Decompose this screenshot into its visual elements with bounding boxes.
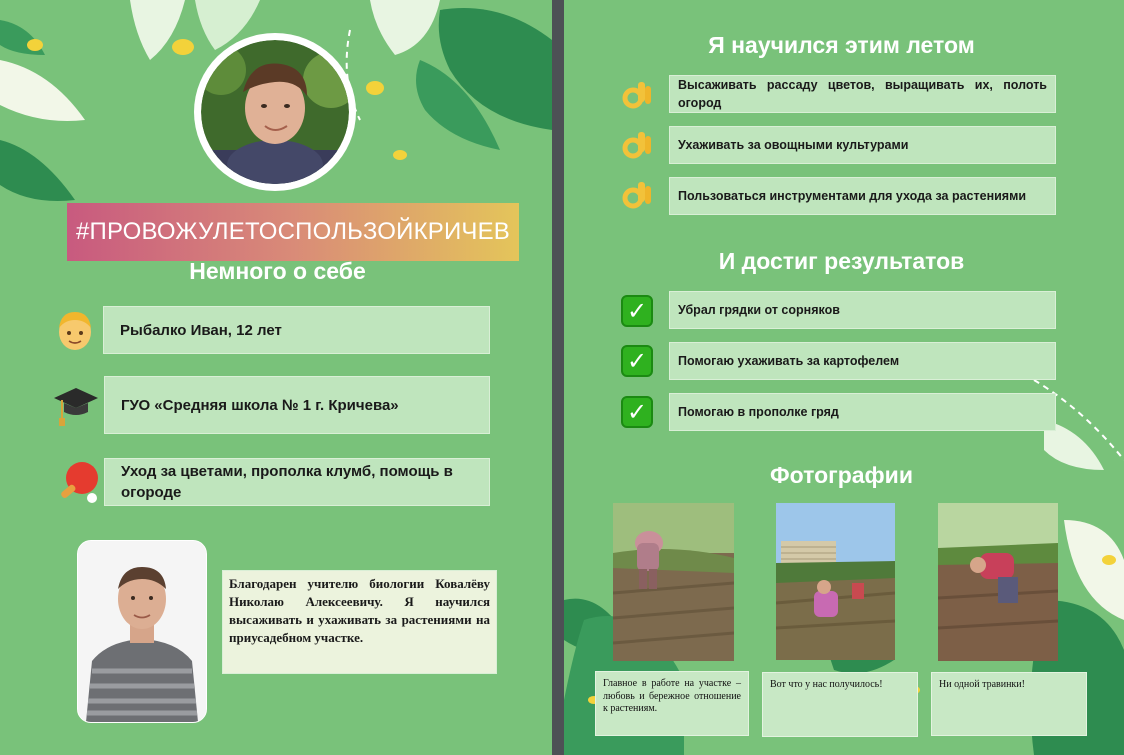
result-item: Помогаю ухаживать за картофелем — [669, 342, 1056, 380]
garden-photo — [613, 503, 734, 661]
teacher-portrait-icon — [78, 541, 206, 722]
learned-title: Я научился этим летом — [708, 32, 975, 58]
info-name-box: Рыбалко Иван, 12 лет — [103, 306, 490, 354]
photo-caption: Вот что у нас получилось! — [762, 672, 918, 737]
learned-item: Ухаживать за овощными культурами — [669, 126, 1056, 164]
check-mark-icon: ✓ — [621, 295, 653, 327]
teacher-note-box: Благодарен учителю биологии Ковалёву Николаю Алексеевичу. Я научился высаживать и ухаживать за растениями на приусадебном участке. — [222, 570, 497, 674]
avatar — [194, 33, 356, 191]
garden-photo-icon — [776, 503, 895, 660]
teacher-photo — [77, 540, 207, 723]
photo-caption: Ни одной травинки! — [931, 672, 1087, 736]
results-title: И достиг результатов — [718, 248, 965, 274]
garden-photo-icon — [938, 503, 1058, 661]
photos-title: Фотографии — [770, 462, 913, 488]
photo-caption: Главное в работе на участке – любовь и бережное отношение к растениям. — [595, 671, 749, 736]
right-page — [564, 0, 1124, 755]
check-mark-icon: ✓ — [621, 345, 653, 377]
garden-photo-icon — [613, 503, 734, 661]
info-school-box: ГУО «Средняя школа № 1 г. Кричева» — [104, 376, 490, 434]
ping-pong-icon — [52, 458, 102, 508]
about-title: Немного о себе — [189, 258, 366, 284]
hashtag-banner: #ПРОВОЖУЛЕТОСПОЛЬЗОЙКРИЧЕВ — [67, 203, 519, 261]
boy-face-icon — [53, 307, 97, 353]
ok-hand-icon — [620, 128, 654, 164]
info-hobby-box: Уход за цветами, прополка клумб, помощь в огороде — [104, 458, 490, 506]
result-item: Убрал грядки от сорняков — [669, 291, 1056, 329]
graduation-cap-icon — [52, 380, 100, 428]
result-item: Помогаю в прополке гряд — [669, 393, 1056, 431]
ok-hand-icon — [620, 78, 654, 114]
garden-photo — [938, 503, 1058, 661]
garden-photo — [776, 503, 895, 660]
learned-item: Пользоваться инструментами для ухода за растениями — [669, 177, 1056, 215]
learned-item: Высаживать рассаду цветов, выращивать их, полоть огород — [669, 75, 1056, 113]
boy-photo-icon — [201, 40, 349, 184]
left-page — [0, 0, 552, 755]
check-mark-icon: ✓ — [621, 396, 653, 428]
ok-hand-icon — [620, 178, 654, 214]
